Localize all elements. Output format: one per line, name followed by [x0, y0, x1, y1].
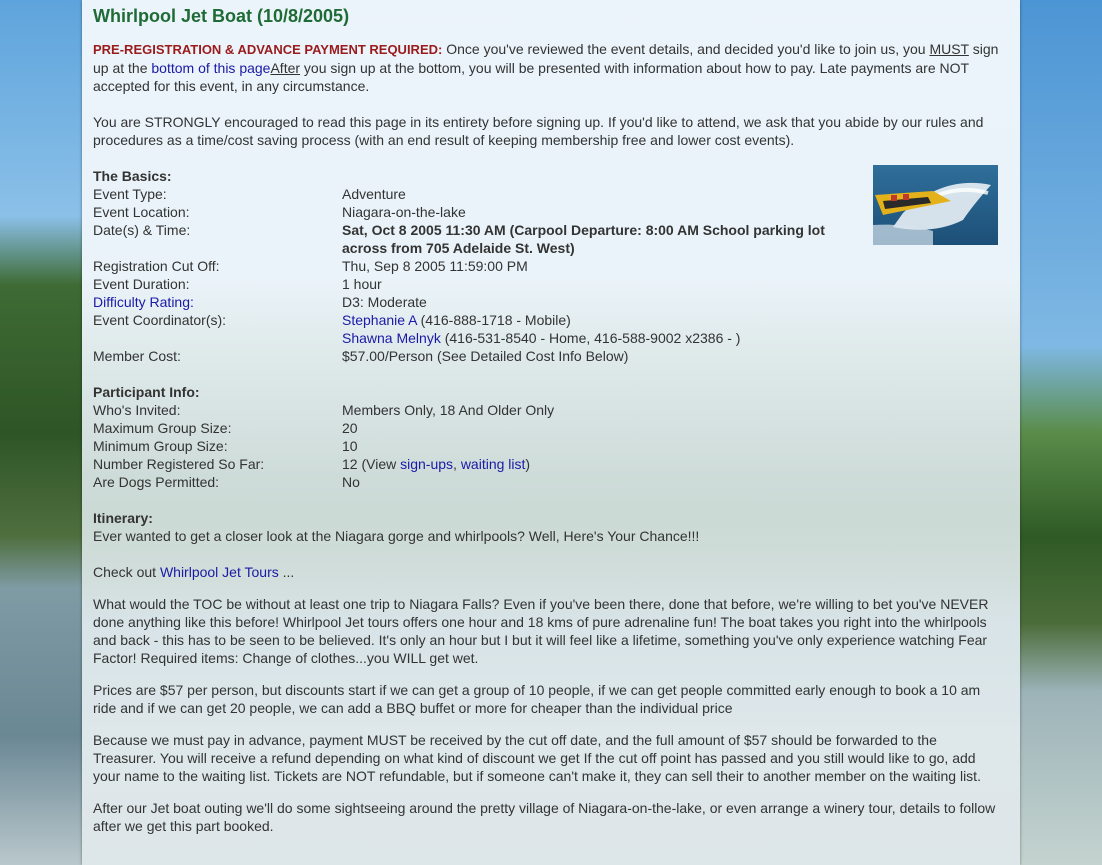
itinerary-line1: Ever wanted to get a closer look at the Niagara gorge and whirlpools? Well, Here's Your Chance!!!: [93, 528, 700, 544]
row-max-group: Maximum Group Size: 20: [93, 420, 358, 436]
content-panel: [82, 0, 1020, 865]
row-event-type: Event Type: Adventure: [93, 186, 406, 202]
background-left: [0, 0, 82, 865]
itinerary-para4: After our Jet boat outing we'll do some sightseeing around the pretty village of Niagara-on-the-lake, or even arrange a winery tour, details to follow after we get this part booked.: [93, 800, 996, 834]
itinerary-para1: What would the TOC be without at least one trip to Niagara Falls? Even if you've been there, done that before, we're willing to bet you've NEVER done anything like this before! Whirlpool Jet tours offers one hour and 18 kms of pure adrenaline fun! The boat takes you right into the whirlpools and back - this has to be seen to be believed. It's only an hour but I but it will feel like a lifetime, something you've only experience watching Fear Factor! Required items: Change of clothes...you WILL get wet.: [93, 596, 989, 666]
basics-section: [93, 167, 1003, 365]
row-dogs: Are Dogs Permitted: No: [93, 474, 360, 490]
row-member-cost: Member Cost: $57.00/Person (See Detailed Cost Info Below): [93, 348, 629, 364]
coordinator-shawna-link[interactable]: Shawna Melnyk: [342, 330, 441, 346]
row-invited: Who's Invited: Members Only, 18 And Older Only: [93, 402, 555, 418]
strongly-paragraph: You are STRONGLY encouraged to read this page in its entirety before signing up. If you'd like to attend, we ask that you abide by our rules and procedures as a time/cost saving process (with an end result of keeping membership free and lower cost events).: [93, 114, 984, 148]
row-coordinators: Event Coordinator(s): Stephanie A (416-888-1718 - Mobile) Shawna Melnyk (416-531-8540 - Home, 416-588-9002 x2386 - ): [93, 312, 741, 346]
page-title: Whirlpool Jet Boat (10/8/2005): [93, 6, 350, 26]
jet-boat-photo: [873, 165, 998, 245]
itinerary-heading: Itinerary:: [93, 510, 153, 526]
intro-paragraph: PRE-REGISTRATION & ADVANCE PAYMENT REQUIRED: Once you've reviewed the event details, and decided you'd like to join us, you MUST sign up at the bottom of this pageAfter you sign up at the bottom, you will be presented with information about how to pay. Late payments are NOT accepted for this event, in any circumstance.: [93, 41, 999, 94]
participant-heading: Participant Info:: [93, 384, 200, 400]
signups-link[interactable]: sign-ups: [400, 456, 454, 472]
background-right: [1020, 0, 1102, 865]
row-event-location: Event Location: Niagara-on-the-lake: [93, 204, 466, 220]
participant-section: [93, 383, 1003, 491]
row-cutoff: Registration Cut Off: Thu, Sep 8 2005 11:59:00 PM: [93, 258, 528, 274]
itinerary-section: [93, 509, 1003, 835]
coordinator-stephanie-link[interactable]: Stephanie A: [342, 312, 417, 328]
basics-heading: The Basics:: [93, 168, 172, 184]
bottom-of-page-link[interactable]: bottom of this page: [151, 60, 271, 76]
itinerary-para2: Prices are $57 per person, but discounts start if we can get a group of 10 people, if we can get people committed early enough to book a 10 am ride and if we can get 20 people, we can add a BBQ buffet or more for cheaper than the individual price: [93, 682, 981, 716]
row-date-time: Date(s) & Time: Sat, Oct 8 2005 11:30 AM (Carpool Departure: 8:00 AM School parking lot across from 705 Adelaide St. West): [93, 222, 825, 256]
prereg-label: PRE-REGISTRATION & ADVANCE PAYMENT REQUIRED:: [93, 42, 443, 57]
itinerary-para3: Because we must pay in advance, payment MUST be received by the cut off date, and the full amount of $57 should be forwarded to the Treasurer. You will receive a refund depending on what kind of discount we get If the cut off point has passed and you still would like to go, add your name to the waiting list. Tickets are NOT refundable, but if someone can't make it, they can sell their to another member on the waiting list.: [93, 732, 981, 784]
row-duration: Event Duration: 1 hour: [93, 276, 382, 292]
row-difficulty: Difficulty Rating: D3: Moderate: [93, 294, 427, 310]
row-min-group: Minimum Group Size: 10: [93, 438, 358, 454]
row-registered: Number Registered So Far: 12 (View sign-ups, waiting list): [93, 456, 531, 472]
difficulty-rating-link[interactable]: Difficulty Rating:: [93, 294, 194, 310]
whirlpool-jet-tours-link[interactable]: Whirlpool Jet Tours: [159, 564, 279, 580]
waiting-list-link[interactable]: waiting list: [460, 456, 526, 472]
checkout-line: Check out Whirlpool Jet Tours ...: [93, 564, 295, 580]
